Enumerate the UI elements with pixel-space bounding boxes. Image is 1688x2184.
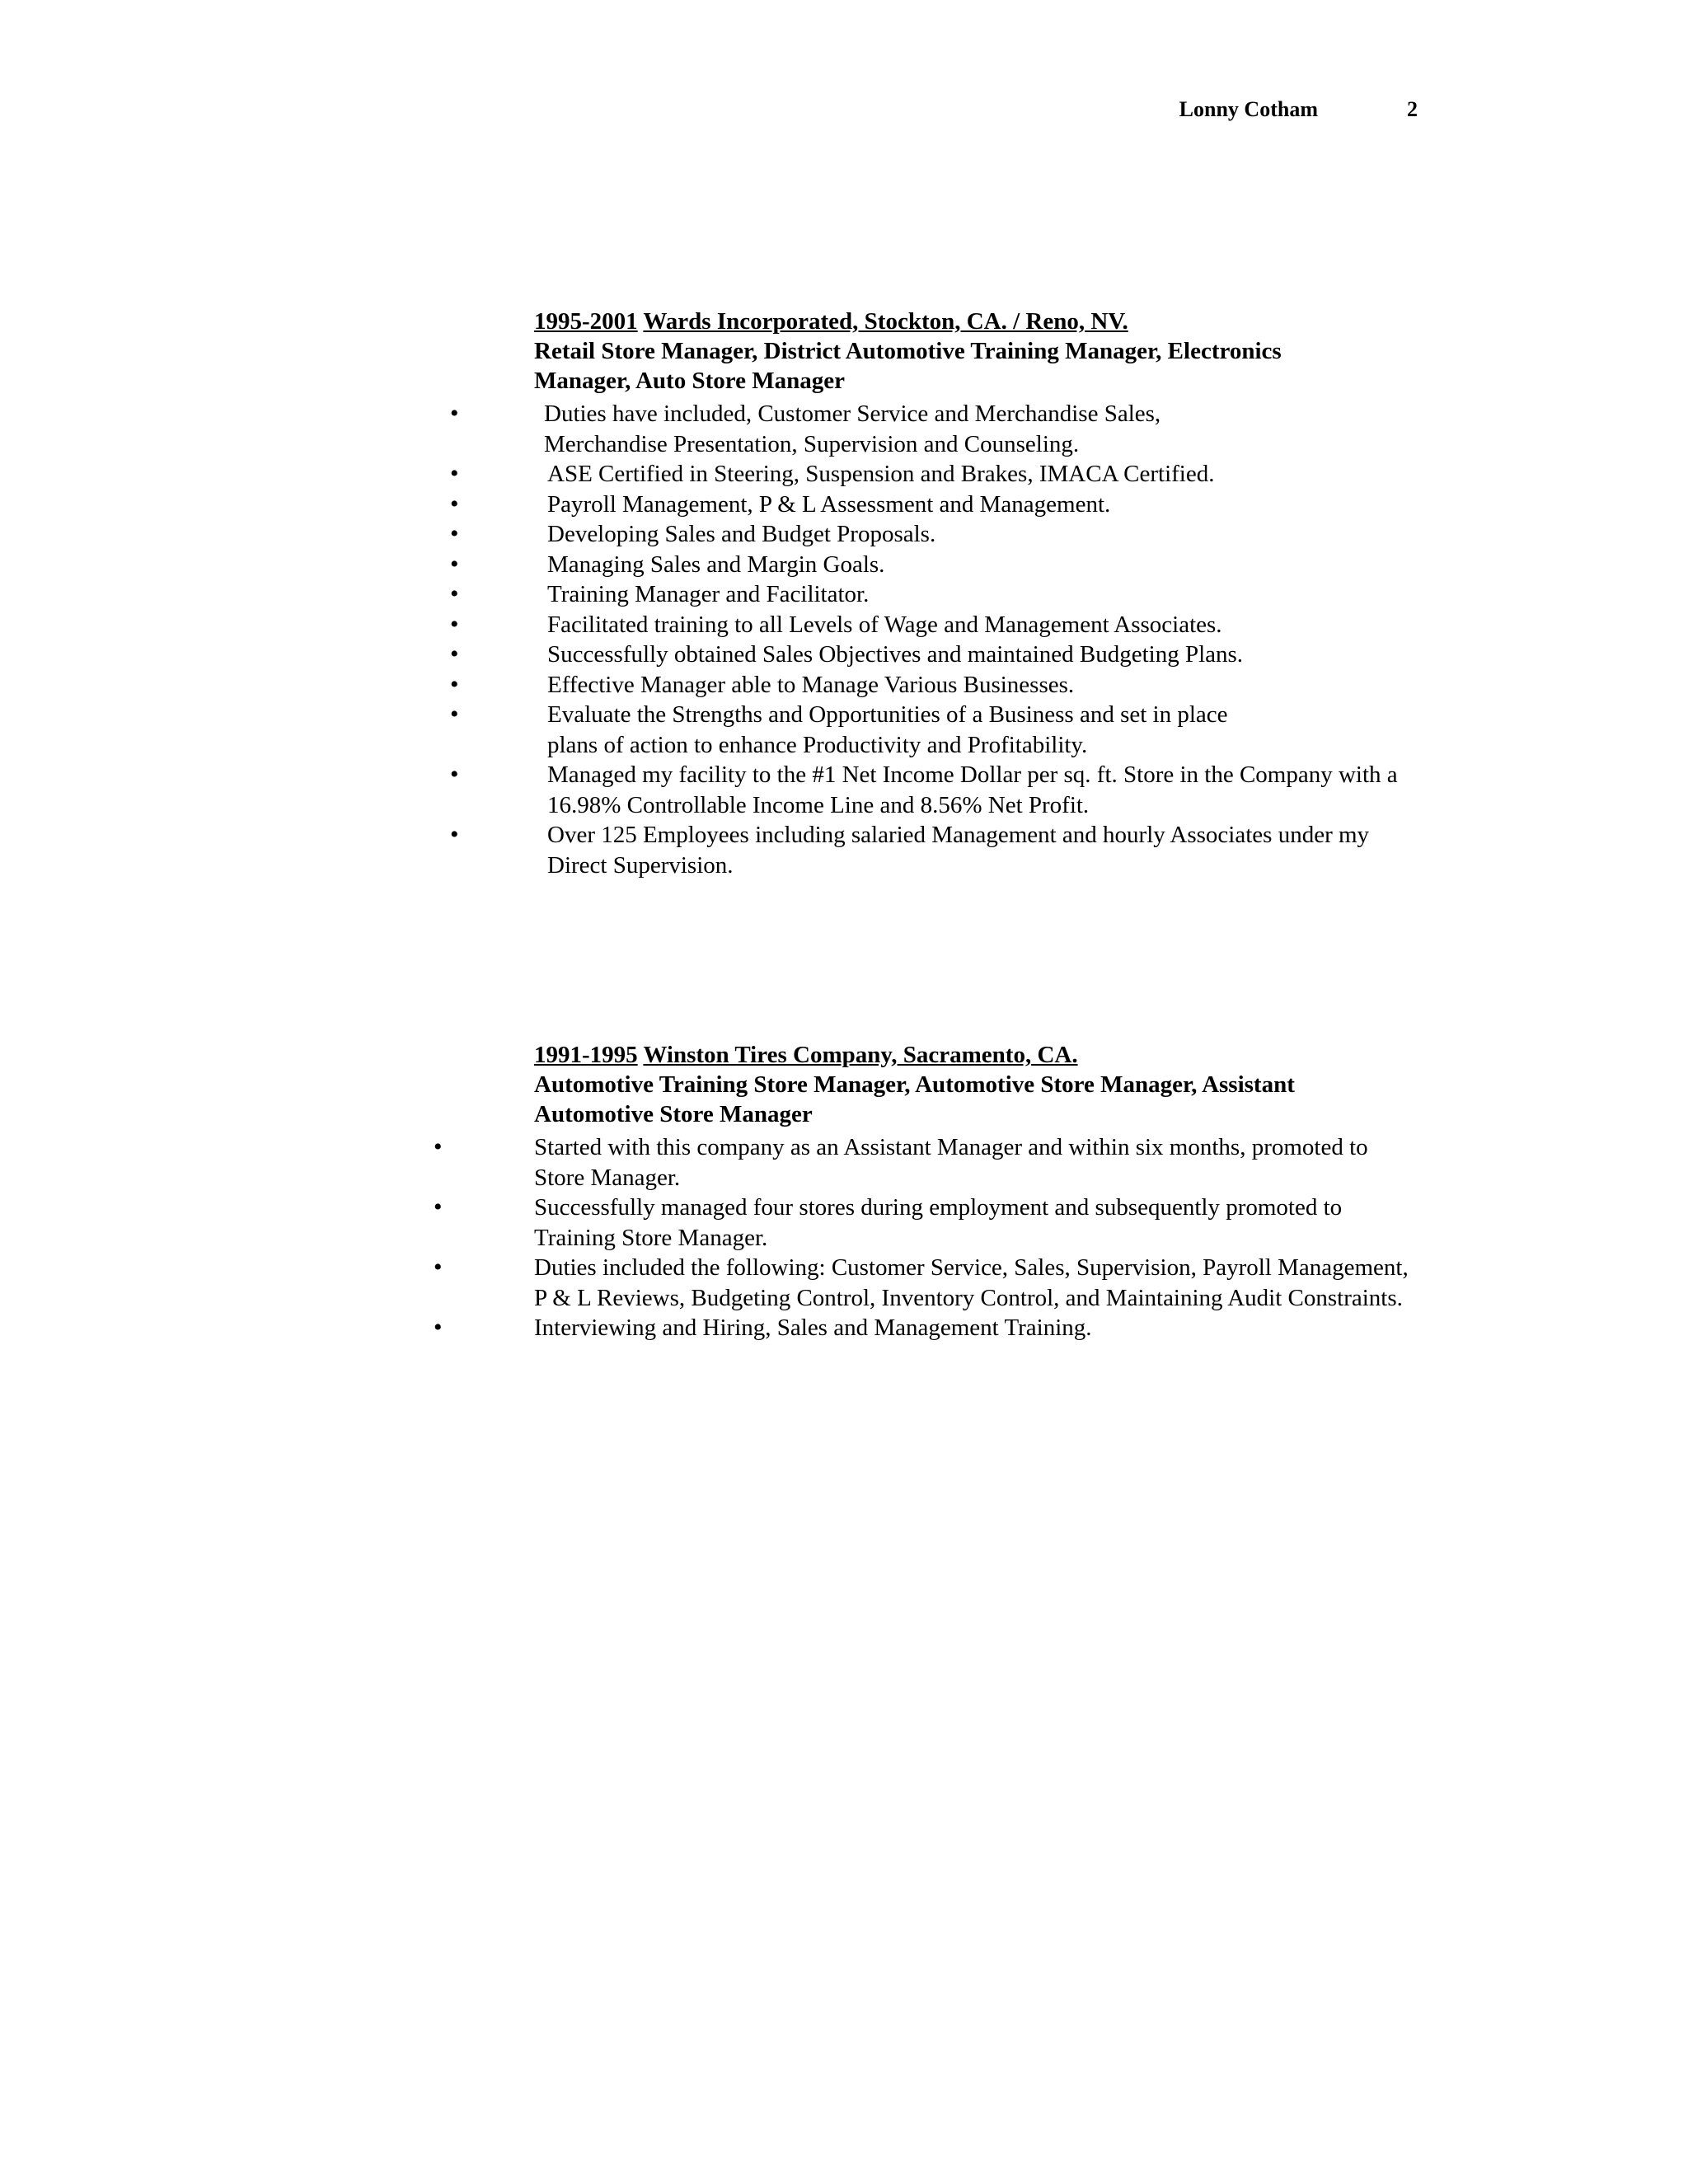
job-company: Winston Tires Company, Sacramento, CA. — [643, 1042, 1078, 1068]
list-item: • Managed my facility to the #1 Net Income Dollar per sq. ft. Store in the Company with a 16.98% Controllable Income Line and 8.56% Net Profit. — [450, 761, 1398, 818]
list-item: • Effective Manager able to Manage Various Businesses. — [534, 670, 1416, 701]
bullet-icon: • — [450, 761, 459, 788]
job-years: 1991-1995 — [534, 1042, 638, 1068]
job-titles: Automotive Training Store Manager, Automotive Store Manager, Assistant Automotive Store Manager — [534, 1071, 1295, 1127]
bullet-icon: • — [450, 610, 459, 638]
list-item: • Successfully managed four stores during employment and subsequently promoted to Training Store Manager. — [434, 1193, 1343, 1251]
list-item: • Duties included the following: Customer Service, Sales, Supervision, Payroll Management, P & L Reviews, Budgeting Control, Inventory Control, and Maintaining Audit Constraints. — [434, 1254, 1409, 1311]
job-section-winston — [434, 1040, 1424, 1343]
bullet-icon: • — [450, 490, 459, 518]
bullet-icon: • — [434, 1193, 443, 1221]
list-item: • Evaluate the Strengths and Opportunities of a Business and set in place plans of action to enhance Productivity and Profitability. — [450, 701, 1228, 758]
job-company: Wards Incorporated, Stockton, CA. / Reno, NV. — [643, 308, 1128, 335]
bullet-icon: • — [450, 821, 459, 848]
list-item: • Training Manager and Facilitator. — [534, 579, 1416, 610]
list-item: • Facilitated training to all Levels of Wage and Management Associates. — [534, 610, 1416, 640]
bullet-icon: • — [450, 701, 459, 728]
bullet-icon: • — [434, 1133, 443, 1160]
list-item: • Payroll Management, P & L Assessment and Management. — [534, 490, 1416, 520]
bullet-icon: • — [450, 400, 459, 427]
job-years: 1995-2001 — [534, 308, 638, 335]
list-item: • Successfully obtained Sales Objectives and maintained Budgeting Plans. — [534, 640, 1416, 670]
list-item: • Duties have included, Customer Service and Merchandise Sales, Merchandise Presentation, Supervision and Counseling. — [450, 400, 1161, 457]
list-item: • Managing Sales and Margin Goals. — [534, 550, 1416, 580]
job-duties-list — [434, 1132, 1424, 1343]
bullet-icon: • — [434, 1314, 443, 1341]
bullet-icon: • — [450, 640, 459, 668]
page-number: 2 — [1407, 97, 1418, 121]
bullet-icon: • — [450, 670, 459, 698]
bullet-icon: • — [450, 520, 459, 547]
bullet-icon: • — [450, 580, 459, 607]
job-heading — [534, 1040, 1424, 1070]
page-header — [1179, 97, 1418, 122]
header-name: Lonny Cotham — [1179, 97, 1318, 121]
job-duties-list — [450, 399, 1416, 880]
list-item: • Started with this company as an Assistant Manager and within six months, promoted to Store Manager. — [434, 1133, 1368, 1191]
bullet-icon: • — [450, 550, 459, 578]
list-item: • Over 125 Employees including salaried Management and hourly Associates under my Direct Supervision. — [450, 821, 1370, 879]
job-titles: Retail Store Manager, District Automotive Training Manager, Electronics Manager, Auto Store Manager — [534, 338, 1282, 394]
job-section-wards — [450, 307, 1424, 880]
job-heading — [534, 307, 1424, 336]
list-item: • Developing Sales and Budget Proposals. — [534, 519, 1416, 550]
list-item: • Interviewing and Hiring, Sales and Management Training. — [534, 1313, 1424, 1343]
list-item: • ASE Certified in Steering, Suspension and Brakes, IMACA Certified. — [534, 459, 1416, 490]
bullet-icon: • — [450, 460, 459, 487]
bullet-icon: • — [434, 1254, 443, 1281]
